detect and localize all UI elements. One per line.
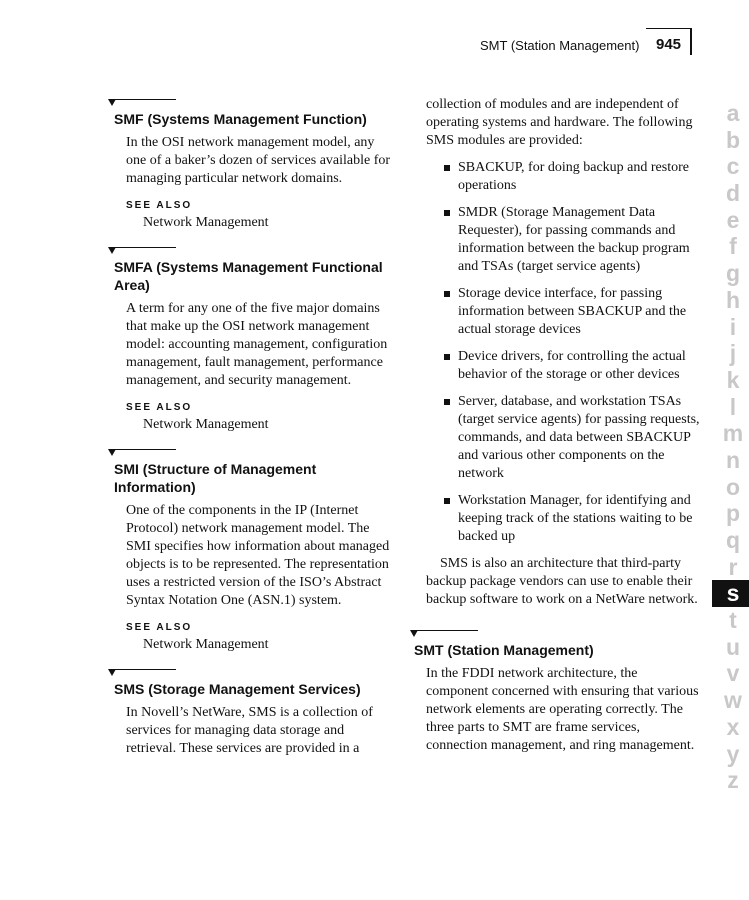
- alpha-index-letter-n: n: [725, 446, 741, 473]
- alpha-index-letter-d: d: [725, 180, 741, 207]
- list-item: Storage device interface, for passing information between SBACKUP and the actual storage devices: [410, 285, 700, 339]
- header-rule-side: [690, 28, 692, 55]
- bullet-icon: [444, 498, 450, 504]
- triangle-icon: [108, 449, 116, 456]
- alpha-index-letter-x: x: [726, 713, 740, 740]
- alpha-index-letter-b: b: [725, 126, 741, 153]
- alpha-index-letter-o: o: [725, 473, 741, 500]
- see-also-label: SEE ALSO: [126, 200, 193, 211]
- alpha-index-letter-t: t: [729, 607, 737, 634]
- list-item: SBACKUP, for doing backup and restore operations: [410, 159, 700, 195]
- bullet-icon: [444, 165, 450, 171]
- entry-definition: In the FDDI network architecture, the component concerned with ensuring that various network elements are operating correctly. The three parts to SMT are frame services, connection management, and ring management.: [426, 666, 699, 753]
- alpha-index-letter-e: e: [726, 206, 740, 233]
- triangle-icon: [108, 247, 116, 254]
- alpha-index-letter-y: y: [726, 740, 740, 767]
- triangle-icon: [108, 669, 116, 676]
- triangle-icon: [410, 630, 418, 637]
- alpha-index-letter-m: m: [722, 420, 744, 447]
- entry-definition: In Novell’s NetWare, SMS is a collection of services for managing data storage and retrieval. These services are provided in a: [126, 705, 373, 756]
- left-column: [108, 96, 394, 758]
- entry-term: SMFA (Systems Management Functional Area): [114, 259, 383, 293]
- alpha-index-letter-r: r: [728, 553, 738, 580]
- see-also-reference: Network Management: [143, 215, 269, 230]
- list-item: Workstation Manager, for identifying and keeping track of the stations waiting to be backed up: [410, 492, 700, 546]
- glossary-entry-smt: [410, 627, 700, 755]
- alpha-index-letter-f: f: [729, 233, 737, 260]
- glossary-entry-smi: [108, 446, 394, 654]
- alpha-index-letter-c: c: [726, 153, 740, 180]
- alpha-index-letter-g: g: [725, 260, 741, 287]
- sms-closing-paragraph: SMS is also an architecture that third-party backup package vendors can use to enable their backup software to work on a NetWare network.: [426, 556, 698, 607]
- entry-marker: [108, 244, 394, 258]
- bullet-icon: [444, 291, 450, 297]
- alpha-index-letter-z: z: [727, 767, 739, 794]
- see-also-label: SEE ALSO: [126, 622, 193, 633]
- alpha-index-letter-s: s: [712, 580, 749, 607]
- see-also-reference: Network Management: [143, 417, 269, 432]
- see-also-reference: Network Management: [143, 637, 269, 652]
- triangle-icon: [108, 99, 116, 106]
- alpha-index-letter-l: l: [729, 393, 737, 420]
- bullet-icon: [444, 210, 450, 216]
- alphabet-thumb-index: [712, 100, 749, 794]
- entry-marker: [108, 666, 394, 680]
- alpha-index-letter-i: i: [729, 313, 737, 340]
- entry-term: SMF (Systems Management Function): [114, 111, 367, 127]
- alpha-index-letter-u: u: [725, 633, 741, 660]
- header-rule-top: [646, 28, 692, 29]
- alpha-index-letter-k: k: [726, 366, 740, 393]
- right-column: [410, 96, 700, 755]
- sms-module-list: [410, 159, 700, 546]
- list-item: Device drivers, for controlling the actual behavior of the storage or other devices: [410, 348, 700, 384]
- entry-term: SMT (Station Management): [414, 642, 594, 658]
- entry-marker: [410, 627, 700, 641]
- bullet-icon: [444, 354, 450, 360]
- see-also-label: SEE ALSO: [126, 402, 193, 413]
- alpha-index-letter-v: v: [726, 660, 740, 687]
- entry-definition: One of the components in the IP (Internet Protocol) network management model. The SMI specifies how information about managed objects is to be represented. The representation uses a restricted version of the ISO’s Abstract Syntax Notation One (ASN.1) system.: [126, 503, 390, 608]
- bullet-icon: [444, 399, 450, 405]
- list-item: Server, database, and workstation TSAs (target service agents) for passing requests, commands, and data between SBACKUP and various other components on the network: [410, 393, 700, 483]
- alpha-index-letter-q: q: [725, 527, 741, 553]
- glossary-entry-smfa: [108, 244, 394, 434]
- alpha-index-letter-w: w: [724, 687, 742, 714]
- entry-term: SMI (Structure of Management Information): [114, 461, 317, 495]
- entry-marker: [108, 96, 394, 110]
- alpha-index-letter-p: p: [725, 500, 741, 527]
- glossary-entry-smf: [108, 96, 394, 232]
- page-number: 945: [656, 36, 682, 53]
- list-item: SMDR (Storage Management Data Requester), for passing commands and information between the backup program and TSAs (target service agents): [410, 204, 700, 276]
- running-header-title: SMT (Station Management): [480, 38, 640, 53]
- entry-definition: In the OSI network management model, any one of a baker’s dozen of services available for managing particular network domains.: [126, 135, 391, 186]
- alpha-index-letter-j: j: [729, 340, 737, 367]
- entry-term: SMS (Storage Management Services): [114, 681, 361, 697]
- alpha-index-letter-h: h: [725, 286, 741, 313]
- glossary-entry-sms: [108, 666, 394, 758]
- alpha-index-letter-a: a: [726, 100, 740, 126]
- entry-definition: A term for any one of the five major domains that make up the OSI network management model: accounting management, configuration management, fault management, performance management, and security management.: [126, 301, 388, 388]
- sms-continuation-text: collection of modules and are independent of operating systems and hardware. The following SMS modules are provided:: [426, 97, 693, 148]
- entry-marker: [108, 446, 394, 460]
